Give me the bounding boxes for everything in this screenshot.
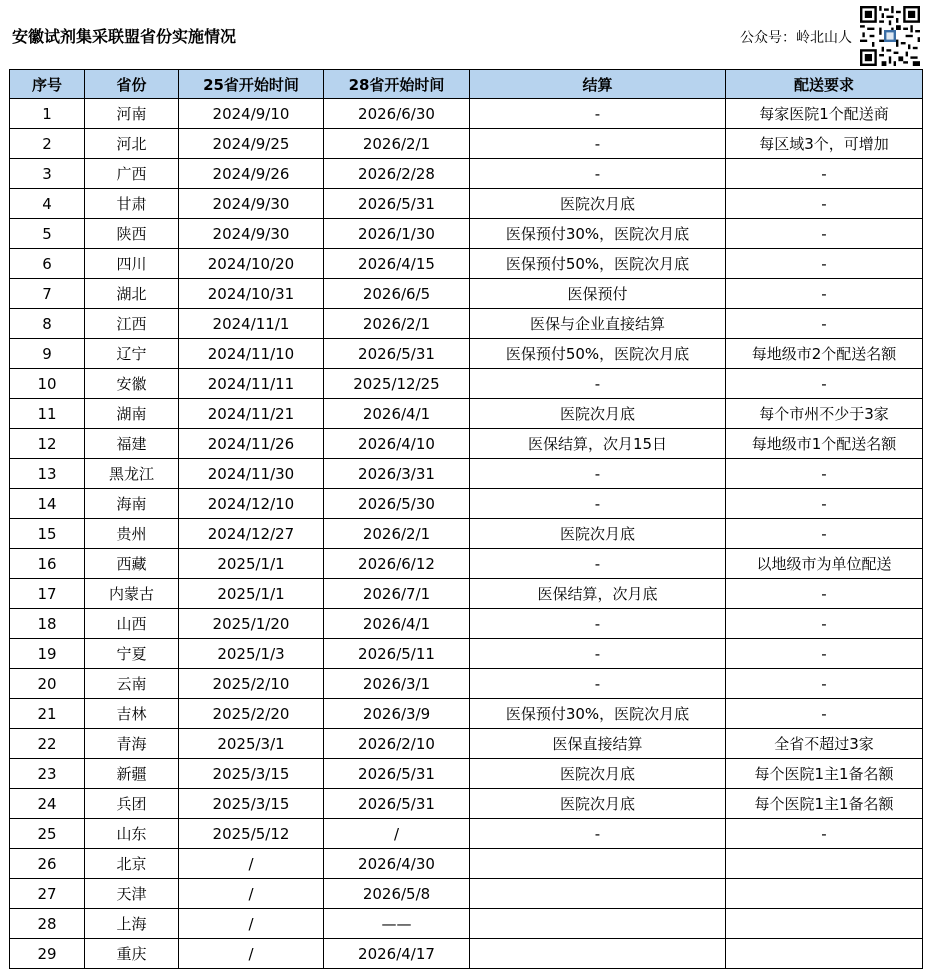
cell-settlement: - bbox=[470, 489, 726, 519]
cell-index: 17 bbox=[10, 579, 85, 609]
cell-start-25: 2024/11/21 bbox=[179, 399, 324, 429]
cell-index: 14 bbox=[10, 489, 85, 519]
cell-delivery: - bbox=[726, 219, 923, 249]
account-label: 公众号：岭北山人 bbox=[740, 30, 852, 46]
cell-settlement: 医保预付30%，医院次月底 bbox=[470, 219, 726, 249]
table-row bbox=[10, 909, 923, 939]
table-row bbox=[10, 129, 923, 159]
cell-start-25: 2025/1/1 bbox=[179, 579, 324, 609]
cell-index: 26 bbox=[10, 849, 85, 879]
cell-settlement: - bbox=[470, 819, 726, 849]
cell-start-28: 2026/6/30 bbox=[324, 99, 470, 129]
cell-delivery bbox=[726, 909, 923, 939]
cell-start-25: 2024/9/25 bbox=[179, 129, 324, 159]
cell-province: 河北 bbox=[85, 129, 179, 159]
cell-province: 湖北 bbox=[85, 279, 179, 309]
cell-index: 12 bbox=[10, 429, 85, 459]
cell-start-28: 2026/2/1 bbox=[324, 129, 470, 159]
table-row bbox=[10, 789, 923, 819]
cell-start-25: 2024/10/20 bbox=[179, 249, 324, 279]
cell-province: 山西 bbox=[85, 609, 179, 639]
qr-code-icon bbox=[860, 6, 920, 66]
cell-start-25: 2024/9/30 bbox=[179, 189, 324, 219]
cell-province: 江西 bbox=[85, 309, 179, 339]
cell-index: 25 bbox=[10, 819, 85, 849]
cell-start-25: 2024/12/27 bbox=[179, 519, 324, 549]
col-header-province: 省份 bbox=[85, 70, 179, 99]
cell-province: 山东 bbox=[85, 819, 179, 849]
table-row bbox=[10, 459, 923, 489]
cell-settlement: - bbox=[470, 669, 726, 699]
cell-delivery: - bbox=[726, 279, 923, 309]
cell-start-25: 2025/3/15 bbox=[179, 759, 324, 789]
cell-settlement: 医保预付 bbox=[470, 279, 726, 309]
table-row bbox=[10, 669, 923, 699]
cell-start-28: 2026/4/1 bbox=[324, 399, 470, 429]
table-row bbox=[10, 429, 923, 459]
cell-index: 10 bbox=[10, 369, 85, 399]
table-row bbox=[10, 549, 923, 579]
cell-start-25: 2024/11/1 bbox=[179, 309, 324, 339]
cell-delivery: - bbox=[726, 249, 923, 279]
cell-delivery: - bbox=[726, 669, 923, 699]
table-row bbox=[10, 309, 923, 339]
cell-index: 4 bbox=[10, 189, 85, 219]
cell-province: 安徽 bbox=[85, 369, 179, 399]
cell-delivery bbox=[726, 879, 923, 909]
cell-start-28: 2025/12/25 bbox=[324, 369, 470, 399]
cell-delivery: - bbox=[726, 369, 923, 399]
cell-start-25: 2025/2/20 bbox=[179, 699, 324, 729]
page-title: 安徽试剂集采联盟省份实施情况 bbox=[12, 27, 237, 46]
cell-delivery bbox=[726, 849, 923, 879]
cell-start-25: 2024/11/11 bbox=[179, 369, 324, 399]
cell-start-28: 2026/5/30 bbox=[324, 489, 470, 519]
cell-start-28: 2026/6/12 bbox=[324, 549, 470, 579]
table-row bbox=[10, 819, 923, 849]
cell-start-25: 2025/5/12 bbox=[179, 819, 324, 849]
cell-start-25: 2025/1/3 bbox=[179, 639, 324, 669]
cell-start-25: 2024/11/10 bbox=[179, 339, 324, 369]
cell-index: 27 bbox=[10, 879, 85, 909]
cell-province: 北京 bbox=[85, 849, 179, 879]
cell-start-28: 2026/1/30 bbox=[324, 219, 470, 249]
cell-index: 1 bbox=[10, 99, 85, 129]
cell-province: 贵州 bbox=[85, 519, 179, 549]
cell-index: 11 bbox=[10, 399, 85, 429]
cell-delivery: 每地级市1个配送名额 bbox=[726, 429, 923, 459]
table-row bbox=[10, 189, 923, 219]
cell-start-25: 2024/11/30 bbox=[179, 459, 324, 489]
cell-delivery: - bbox=[726, 819, 923, 849]
cell-province: 四川 bbox=[85, 249, 179, 279]
cell-settlement bbox=[470, 939, 726, 969]
table-row bbox=[10, 639, 923, 669]
cell-settlement: - bbox=[470, 129, 726, 159]
cell-index: 8 bbox=[10, 309, 85, 339]
cell-index: 24 bbox=[10, 789, 85, 819]
col-header-start-25: 25省开始时间 bbox=[179, 70, 324, 99]
cell-start-25: 2024/9/26 bbox=[179, 159, 324, 189]
cell-start-28: 2026/3/31 bbox=[324, 459, 470, 489]
cell-start-28: 2026/2/1 bbox=[324, 309, 470, 339]
cell-province: 辽宁 bbox=[85, 339, 179, 369]
cell-start-25: 2024/9/30 bbox=[179, 219, 324, 249]
cell-delivery bbox=[726, 939, 923, 969]
cell-index: 5 bbox=[10, 219, 85, 249]
table-row bbox=[10, 159, 923, 189]
cell-index: 20 bbox=[10, 669, 85, 699]
cell-province: 云南 bbox=[85, 669, 179, 699]
cell-settlement: 医院次月底 bbox=[470, 759, 726, 789]
cell-start-28: 2026/6/5 bbox=[324, 279, 470, 309]
table-header-row bbox=[10, 70, 923, 99]
cell-settlement: 医院次月底 bbox=[470, 519, 726, 549]
cell-delivery: - bbox=[726, 309, 923, 339]
cell-delivery: - bbox=[726, 609, 923, 639]
cell-settlement: 医保预付50%，医院次月底 bbox=[470, 249, 726, 279]
cell-delivery: 每区域3个，可增加 bbox=[726, 129, 923, 159]
table-row bbox=[10, 699, 923, 729]
cell-start-28: 2026/5/31 bbox=[324, 759, 470, 789]
cell-index: 22 bbox=[10, 729, 85, 759]
cell-start-28: 2026/2/28 bbox=[324, 159, 470, 189]
cell-delivery: - bbox=[726, 189, 923, 219]
cell-index: 21 bbox=[10, 699, 85, 729]
cell-start-28: 2026/4/30 bbox=[324, 849, 470, 879]
cell-index: 9 bbox=[10, 339, 85, 369]
cell-start-28: 2026/5/11 bbox=[324, 639, 470, 669]
col-header-start-28: 28省开始时间 bbox=[324, 70, 470, 99]
cell-province: 重庆 bbox=[85, 939, 179, 969]
cell-start-25: 2024/12/10 bbox=[179, 489, 324, 519]
cell-start-25: / bbox=[179, 879, 324, 909]
cell-start-28: 2026/2/1 bbox=[324, 519, 470, 549]
cell-index: 18 bbox=[10, 609, 85, 639]
cell-settlement bbox=[470, 879, 726, 909]
table-row bbox=[10, 759, 923, 789]
table-row bbox=[10, 249, 923, 279]
cell-province: 河南 bbox=[85, 99, 179, 129]
cell-province: 湖南 bbox=[85, 399, 179, 429]
cell-settlement: 医保预付30%，医院次月底 bbox=[470, 699, 726, 729]
cell-province: 青海 bbox=[85, 729, 179, 759]
cell-start-28: 2026/5/8 bbox=[324, 879, 470, 909]
cell-delivery: 每个市州不少于3家 bbox=[726, 399, 923, 429]
cell-start-25: 2024/9/10 bbox=[179, 99, 324, 129]
cell-index: 29 bbox=[10, 939, 85, 969]
cell-start-25: / bbox=[179, 909, 324, 939]
cell-settlement: 医保与企业直接结算 bbox=[470, 309, 726, 339]
cell-start-28: 2026/3/1 bbox=[324, 669, 470, 699]
table-row bbox=[10, 369, 923, 399]
cell-start-25: 2024/10/31 bbox=[179, 279, 324, 309]
cell-index: 3 bbox=[10, 159, 85, 189]
cell-start-28: 2026/7/1 bbox=[324, 579, 470, 609]
cell-start-28: 2026/5/31 bbox=[324, 789, 470, 819]
cell-settlement bbox=[470, 909, 726, 939]
cell-settlement: - bbox=[470, 369, 726, 399]
cell-start-28: 2026/4/17 bbox=[324, 939, 470, 969]
table-row bbox=[10, 489, 923, 519]
cell-index: 2 bbox=[10, 129, 85, 159]
cell-province: 吉林 bbox=[85, 699, 179, 729]
cell-province: 西藏 bbox=[85, 549, 179, 579]
cell-delivery: - bbox=[726, 459, 923, 489]
cell-index: 16 bbox=[10, 549, 85, 579]
cell-settlement: 医保结算，次月底 bbox=[470, 579, 726, 609]
cell-settlement: 医院次月底 bbox=[470, 189, 726, 219]
cell-delivery: 全省不超过3家 bbox=[726, 729, 923, 759]
cell-settlement: - bbox=[470, 609, 726, 639]
cell-index: 13 bbox=[10, 459, 85, 489]
table-row bbox=[10, 279, 923, 309]
cell-start-25: 2025/1/1 bbox=[179, 549, 324, 579]
table-row bbox=[10, 519, 923, 549]
cell-province: 海南 bbox=[85, 489, 179, 519]
table-row bbox=[10, 219, 923, 249]
cell-province: 兵团 bbox=[85, 789, 179, 819]
table-row bbox=[10, 729, 923, 759]
cell-start-25: 2025/2/10 bbox=[179, 669, 324, 699]
cell-start-28: —— bbox=[324, 909, 470, 939]
cell-delivery: - bbox=[726, 489, 923, 519]
col-header-delivery: 配送要求 bbox=[726, 70, 923, 99]
cell-delivery: 每个医院1主1备名额 bbox=[726, 759, 923, 789]
cell-province: 黑龙江 bbox=[85, 459, 179, 489]
table-row bbox=[10, 399, 923, 429]
cell-delivery: - bbox=[726, 519, 923, 549]
cell-settlement: - bbox=[470, 99, 726, 129]
cell-settlement: 医保预付50%，医院次月底 bbox=[470, 339, 726, 369]
cell-settlement: 医保结算，次月15日 bbox=[470, 429, 726, 459]
table-row bbox=[10, 609, 923, 639]
cell-province: 天津 bbox=[85, 879, 179, 909]
table-row bbox=[10, 879, 923, 909]
cell-start-25: 2025/3/1 bbox=[179, 729, 324, 759]
cell-delivery: - bbox=[726, 159, 923, 189]
cell-delivery: 以地级市为单位配送 bbox=[726, 549, 923, 579]
cell-start-28: 2026/3/9 bbox=[324, 699, 470, 729]
cell-start-28: 2026/4/1 bbox=[324, 609, 470, 639]
cell-delivery: - bbox=[726, 639, 923, 669]
col-header-index: 序号 bbox=[10, 70, 85, 99]
cell-delivery: 每个医院1主1备名额 bbox=[726, 789, 923, 819]
cell-start-28: 2026/2/10 bbox=[324, 729, 470, 759]
cell-start-25: / bbox=[179, 849, 324, 879]
cell-settlement bbox=[470, 849, 726, 879]
cell-province: 陕西 bbox=[85, 219, 179, 249]
implementation-table bbox=[9, 69, 923, 969]
cell-province: 广西 bbox=[85, 159, 179, 189]
table-row bbox=[10, 579, 923, 609]
cell-province: 内蒙古 bbox=[85, 579, 179, 609]
cell-start-28: 2026/4/10 bbox=[324, 429, 470, 459]
cell-province: 福建 bbox=[85, 429, 179, 459]
cell-start-28: 2026/5/31 bbox=[324, 339, 470, 369]
cell-settlement: - bbox=[470, 549, 726, 579]
table-row bbox=[10, 99, 923, 129]
cell-province: 甘肃 bbox=[85, 189, 179, 219]
cell-index: 19 bbox=[10, 639, 85, 669]
cell-settlement: - bbox=[470, 639, 726, 669]
cell-settlement: - bbox=[470, 459, 726, 489]
cell-start-28: 2026/5/31 bbox=[324, 189, 470, 219]
cell-index: 7 bbox=[10, 279, 85, 309]
cell-delivery: 每家医院1个配送商 bbox=[726, 99, 923, 129]
cell-settlement: 医保直接结算 bbox=[470, 729, 726, 759]
cell-province: 上海 bbox=[85, 909, 179, 939]
cell-index: 15 bbox=[10, 519, 85, 549]
cell-start-25: 2025/3/15 bbox=[179, 789, 324, 819]
cell-start-25: 2025/1/20 bbox=[179, 609, 324, 639]
col-header-settlement: 结算 bbox=[470, 70, 726, 99]
cell-index: 23 bbox=[10, 759, 85, 789]
cell-province: 宁夏 bbox=[85, 639, 179, 669]
cell-settlement: - bbox=[470, 159, 726, 189]
table-row bbox=[10, 339, 923, 369]
table-row bbox=[10, 939, 923, 969]
cell-index: 28 bbox=[10, 909, 85, 939]
cell-delivery: - bbox=[726, 579, 923, 609]
cell-start-25: 2024/11/26 bbox=[179, 429, 324, 459]
cell-province: 新疆 bbox=[85, 759, 179, 789]
cell-delivery: 每地级市2个配送名额 bbox=[726, 339, 923, 369]
cell-settlement: 医院次月底 bbox=[470, 789, 726, 819]
cell-start-25: / bbox=[179, 939, 324, 969]
cell-settlement: 医院次月底 bbox=[470, 399, 726, 429]
table-row bbox=[10, 849, 923, 879]
cell-index: 6 bbox=[10, 249, 85, 279]
cell-start-28: 2026/4/15 bbox=[324, 249, 470, 279]
cell-start-28: / bbox=[324, 819, 470, 849]
cell-delivery: - bbox=[726, 699, 923, 729]
